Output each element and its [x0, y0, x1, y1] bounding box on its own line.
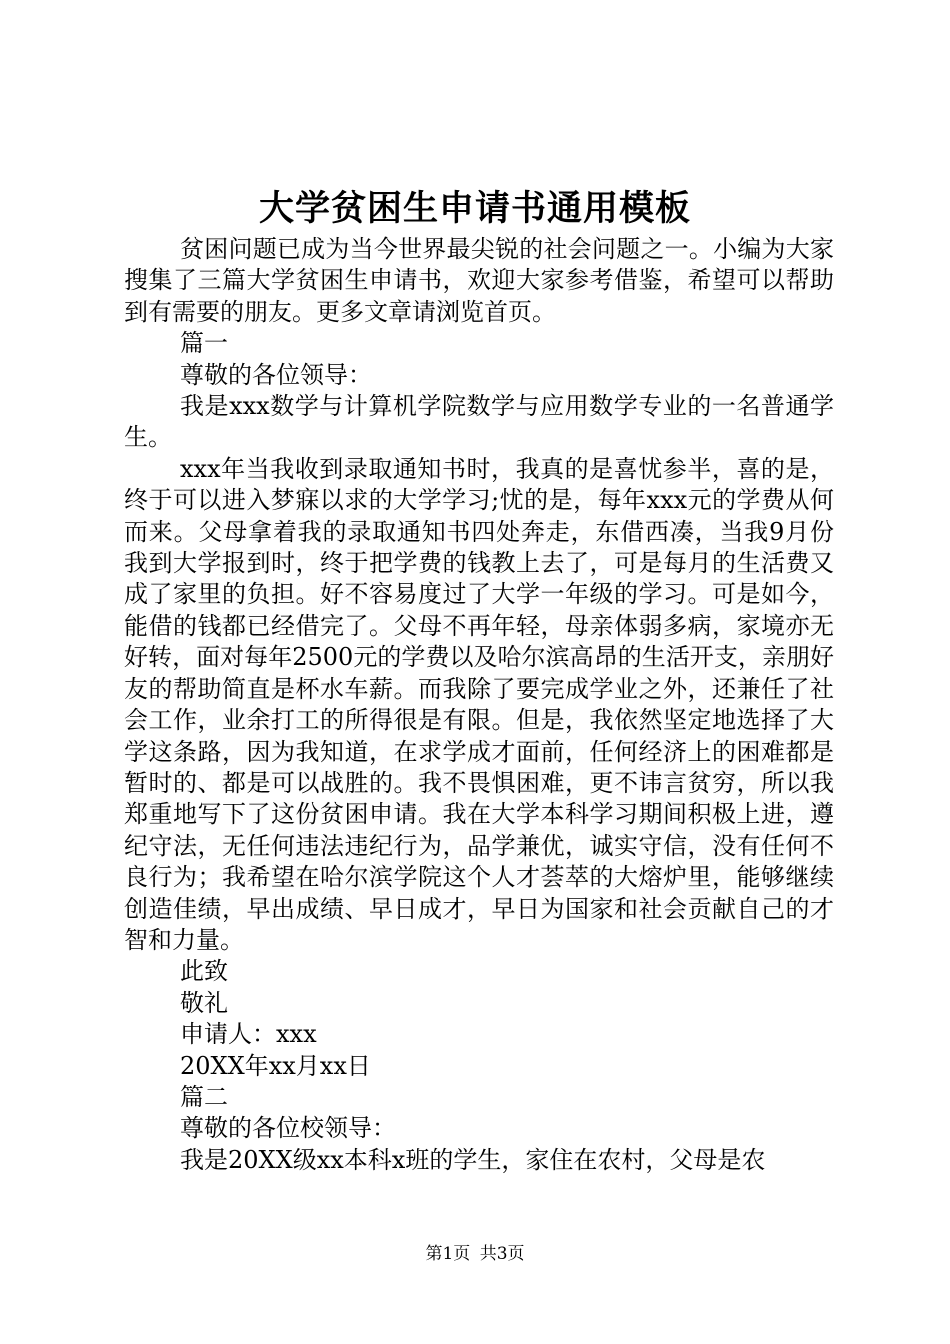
- section-heading-1: 篇一: [180, 329, 228, 358]
- salutation-1: 尊敬的各位领导：: [180, 360, 372, 389]
- page-footer: [0, 1242, 950, 1266]
- section-heading-2: 篇二: [180, 1082, 228, 1111]
- closing-line-2: 敬礼: [180, 988, 228, 1017]
- document-title: 大学贫困生申请书通用模板: [258, 188, 691, 229]
- applicant-line: 申请人：xxx: [180, 1020, 317, 1049]
- intro-paragraph: 贫困问题已成为当今世界最尖锐的社会问题之一。小编为大家搜集了三篇大学贫困生申请书，欢迎大家参考借鉴，希望可以帮助到有需要的朋友。更多文章请浏览首页。: [124, 235, 834, 326]
- salutation-2: 尊敬的各位校领导：: [180, 1114, 396, 1143]
- section2-paragraph-1: 我是20XX级xx本科x班的学生，家住在农村，父母是农: [180, 1145, 766, 1174]
- page-number: 第1页: [425, 1244, 471, 1264]
- page-total: 共3页: [479, 1244, 525, 1264]
- date-line: 20XX年xx月xx日: [180, 1051, 371, 1080]
- document-body: [124, 234, 834, 1176]
- section1-paragraph-1: 我是xxx数学与计算机学院数学与应用数学专业的一名普通学生。: [124, 392, 834, 452]
- closing-line-1: 此致: [180, 957, 228, 986]
- section1-paragraph-2: xxx年当我收到录取通知书时，我真的是喜忧参半，喜的是，终于可以进入梦寐以求的大学学习;忧的是，每年xxx元的学费从何而来。父母拿着我的录取通知书四处奔走，东借西凑，当我9月份我到大学报到时，终于把学费的钱教上去了，可是每月的生活费又成了家里的负担。好不容易度过了大学一年级的学习。可是如今，能借的钱都已经借完了。父母不再年轻，母亲体弱多病，家境亦无好转，面对每年2500元的学费以及哈尔滨高昂的生活开支，亲朋好友的帮助简直是杯水车薪。而我除了要完成学业之外，还兼任了社会工作，业余打工的所得很是有限。但是，我依然坚定地选择了大学这条路，因为我知道，在求学成才面前，任何经济上的困难都是暂时的、都是可以战胜的。我不畏惧困难，更不讳言贫穷，所以我郑重地写下了这份贫困申请。我在大学本科学习期间积极上进，遵纪守法，无任何违法违纪行为，品学兼优，诚实守信，没有任何不良行为；我希望在哈尔滨学院这个人才荟萃的大熔炉里，能够继续创造佳绩，早出成绩、早日成才，早日为国家和社会贡献自己的才智和力量。: [124, 454, 834, 954]
